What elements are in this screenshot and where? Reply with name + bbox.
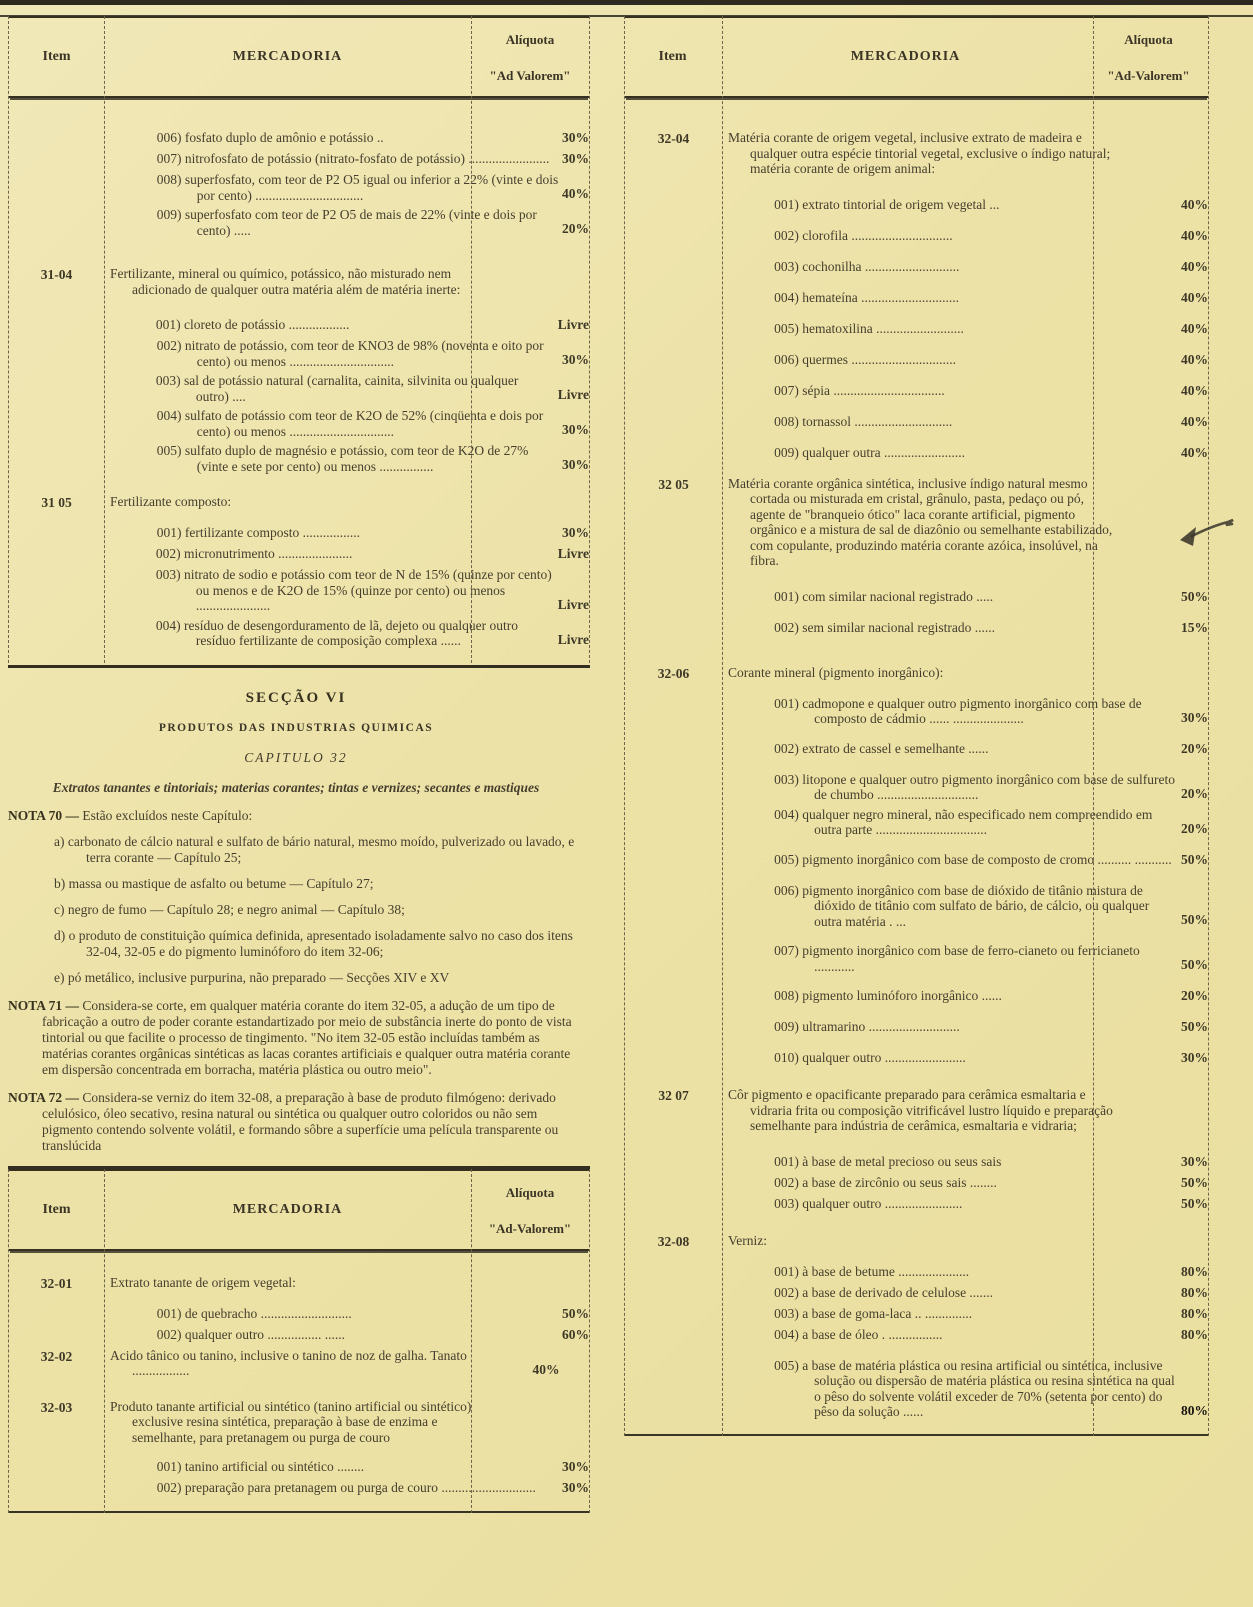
chapter-heading: CAPITULO 32 bbox=[244, 749, 348, 765]
column-divider bbox=[471, 1169, 472, 1514]
item-code bbox=[9, 338, 103, 369]
left-table-1 bbox=[8, 16, 590, 663]
mercadoria-text: 001) tanino artificial ou sintético ........ bbox=[156, 1459, 365, 1474]
header-aliquota-line2: "Ad-Valorem" bbox=[488, 1220, 572, 1236]
table-row bbox=[625, 352, 1208, 369]
item-code: 31 05 bbox=[41, 495, 72, 510]
mercadoria-text: 001) fertilizante composto ................. bbox=[156, 525, 360, 540]
aliquota-value: 80% bbox=[1181, 1305, 1208, 1321]
aliquota-value: 20% bbox=[1181, 785, 1208, 801]
aliquota-value: 80% bbox=[1181, 1402, 1208, 1418]
item-code bbox=[625, 1196, 720, 1213]
header-aliquota-line2: "Ad-Valorem" bbox=[1107, 68, 1190, 83]
mercadoria-text: 001) com similar nacional registrado ..... bbox=[774, 588, 994, 604]
table-row bbox=[625, 1196, 1208, 1213]
mercadoria-text: 010) qualquer outro ........................ bbox=[774, 1050, 966, 1065]
mercadoria-text: 001) à base de metal precioso ou seus sais bbox=[774, 1153, 1002, 1169]
aliquota-value bbox=[1125, 130, 1208, 177]
item-code bbox=[625, 620, 720, 637]
item-code bbox=[625, 1358, 720, 1420]
table-row bbox=[625, 1154, 1208, 1171]
item-code bbox=[625, 290, 720, 307]
item-code bbox=[9, 408, 103, 439]
table-row bbox=[9, 567, 589, 614]
aliquota-value: 50% bbox=[1181, 912, 1208, 927]
table-row bbox=[625, 1050, 1208, 1067]
item-code: 32-06 bbox=[657, 665, 690, 681]
note-paragraph: NOTA 70 — Estão excluídos neste Capítulo: bbox=[8, 807, 253, 823]
table-header bbox=[625, 16, 1208, 98]
item-code bbox=[625, 1050, 720, 1067]
aliquota-value: 40% bbox=[1181, 382, 1208, 398]
item-code bbox=[9, 525, 103, 542]
item-code bbox=[625, 383, 720, 400]
table-row bbox=[625, 741, 1208, 758]
item-code bbox=[625, 696, 720, 727]
mercadoria-text: 003) nitrato de sodio e potássio com teor de N de 15% (quinze por cento) ou menos e de K2O de 15% (quinze por cento) ou menos ...................... bbox=[155, 567, 552, 613]
table-row bbox=[9, 130, 589, 147]
mercadoria-text: 004) hemateína ............................. bbox=[774, 289, 959, 305]
item-code bbox=[625, 589, 720, 606]
mercadoria-text: 004) a base de óleo . ................ bbox=[774, 1326, 943, 1342]
mercadoria-text: 006) pigmento inorgânico com base de dióxido de titânio mistura de dióxido de titânio com sulfato de bário, de cálcio, ou qualquer outra matéria . ... bbox=[774, 882, 1150, 929]
aliquota-value: 30% bbox=[562, 1480, 589, 1495]
mercadoria-text: 001) cadmopone e qualquer outro pigmento inorgânico com base de composto de cádmio ...... ..................... bbox=[774, 695, 1142, 726]
item-code: 32-02 bbox=[40, 1348, 73, 1364]
table-row bbox=[625, 1285, 1208, 1302]
table-row bbox=[625, 228, 1208, 245]
header-aliquota bbox=[471, 1171, 589, 1249]
table-row bbox=[625, 807, 1208, 838]
header-item: Item bbox=[42, 1201, 71, 1217]
item-code: 32-04 bbox=[657, 131, 690, 146]
aliquota-value: 30% bbox=[562, 422, 589, 437]
column-divider bbox=[471, 16, 472, 663]
mercadoria-text: 003) sal de potássio natural (carnalita, cainita, silvinita ou qualquer outro) .... bbox=[155, 373, 519, 404]
mercadoria-text: 007) sépia ................................. bbox=[774, 382, 945, 398]
aliquota-value: 80% bbox=[1181, 1284, 1208, 1300]
table-row bbox=[625, 1019, 1208, 1036]
item-code: 32-01 bbox=[40, 1275, 73, 1291]
mercadoria-text: 001) cloreto de potássio .................. bbox=[155, 317, 350, 332]
chapter-notes bbox=[8, 808, 584, 1154]
aliquota-value: 50% bbox=[1181, 957, 1208, 972]
aliquota-value: 20% bbox=[1181, 740, 1208, 756]
aliquota-value: 30% bbox=[562, 457, 589, 472]
table-row bbox=[9, 172, 589, 203]
table-row bbox=[625, 943, 1208, 974]
mercadoria-text: 002) clorofila .............................. bbox=[774, 227, 953, 243]
item-code bbox=[9, 172, 103, 203]
mercadoria-text: 002) preparação para pretanagem ou purga de couro ............................ bbox=[156, 1480, 536, 1495]
mercadoria-text: 003) cochonilha ............................ bbox=[774, 258, 960, 274]
header-item: Item bbox=[42, 49, 71, 64]
table-row bbox=[9, 338, 589, 369]
item-code: 32 05 bbox=[658, 476, 689, 492]
pen-arrow-mark-icon bbox=[1176, 514, 1236, 556]
item-code: 32-08 bbox=[657, 1233, 690, 1249]
item-code bbox=[625, 988, 720, 1005]
mercadoria-text: 002) extrato de cassel e semelhante ...... bbox=[774, 740, 989, 756]
item-code: 32-03 bbox=[40, 1399, 73, 1415]
aliquota-value: 80% bbox=[1181, 1326, 1208, 1342]
left-table-2 bbox=[8, 1169, 590, 1514]
mercadoria-text: 008) tornassol ............................. bbox=[774, 413, 953, 429]
table-row bbox=[9, 1327, 589, 1344]
column-divider bbox=[104, 1169, 105, 1514]
header-aliquota-line2: "Ad Valorem" bbox=[489, 68, 571, 83]
table-row bbox=[9, 266, 589, 297]
item-code bbox=[625, 352, 720, 369]
mercadoria-text: Corante mineral (pigmento inorgânico): bbox=[728, 664, 944, 680]
table-row bbox=[625, 1264, 1208, 1281]
mercadoria-text: 009) ultramarino ........................... bbox=[774, 1019, 960, 1034]
aliquota-value: 30% bbox=[562, 525, 589, 540]
mercadoria-text: 002) nitrato de potássio, com teor de KNO3 de 98% (noventa e oito por cento) ou menos ............................... bbox=[156, 338, 544, 369]
item-code bbox=[9, 567, 102, 614]
aliquota-value: 40% bbox=[562, 186, 589, 201]
item-code bbox=[625, 1327, 720, 1344]
header-mercadoria: MERCADORIA bbox=[232, 49, 343, 64]
table-row bbox=[625, 665, 1208, 682]
aliquota-value: 40% bbox=[1181, 320, 1208, 336]
item-code bbox=[625, 259, 720, 276]
mercadoria-text: 001) à base de betume ..................... bbox=[774, 1263, 970, 1279]
header-aliquota-line1: Alíquota bbox=[505, 1184, 555, 1200]
section-subheading: PRODUTOS DAS INDUSTRIAS QUIMICAS bbox=[158, 721, 434, 734]
table-row bbox=[625, 383, 1208, 400]
table-row bbox=[9, 1275, 589, 1292]
mercadoria-text: 005) hematoxilina .......................... bbox=[774, 320, 964, 336]
mercadoria-text: 009) superfosfato com teor de P2 O5 de mais de 22% (vinte e dois por cento) ..... bbox=[156, 207, 537, 238]
table-row bbox=[625, 414, 1208, 431]
table-row bbox=[625, 852, 1208, 869]
note-list-item: e) pó metálico, inclusive purpurina, não preparado — Secções XIV e XV bbox=[54, 969, 450, 985]
aliquota-value: 50% bbox=[1181, 1174, 1208, 1190]
header-mercadoria: MERCADORIA bbox=[850, 49, 961, 64]
aliquota-value: 40% bbox=[1181, 444, 1208, 460]
item-code bbox=[9, 1306, 103, 1323]
right-column bbox=[624, 16, 1209, 1436]
table-header bbox=[9, 1169, 589, 1251]
item-code bbox=[625, 1264, 720, 1281]
aliquota-value: 40% bbox=[1181, 227, 1208, 243]
aliquota-value: 60% bbox=[562, 1326, 589, 1342]
header-mercadoria: MERCADORIA bbox=[232, 1201, 343, 1217]
aliquota-value bbox=[1125, 1233, 1208, 1250]
item-code bbox=[9, 317, 102, 334]
item-code bbox=[625, 852, 720, 869]
header-item: Item bbox=[658, 49, 687, 64]
item-code bbox=[625, 807, 720, 838]
table-row bbox=[9, 1348, 589, 1379]
mercadoria-text: 001) de quebracho ........................... bbox=[156, 1305, 352, 1321]
item-code bbox=[9, 1480, 103, 1497]
mercadoria-text: Côr pigmento e opacificante preparado para cerâmica esmaltaria e vidraria frita ou composição vitrificável lustro líquido e preparação semelhante para indústria de cerâmica, esmaltaria e vidraria; bbox=[728, 1087, 1113, 1133]
note-list-item: a) carbonato de cálcio natural e sulfato de bário natural, mesmo moído, pulverizado ou lavado, e terra corante — Capítulo 25; bbox=[54, 833, 575, 865]
table-row bbox=[625, 290, 1208, 307]
table-row bbox=[625, 1306, 1208, 1323]
aliquota-value: 30% bbox=[562, 151, 589, 166]
header-aliquota bbox=[471, 18, 589, 96]
note-paragraph: NOTA 71 — Considera-se corte, em qualquer matéria corante do item 32-05, a adução de um tipo de fabricação a outro de poder corante estandartizado por meio de substância inerte do ponto de vista tintorial ou que facilite o processo de tingimento. "No item 32-05 estão incluídas também as matérias corantes orgânicas sintéticas as lacas corantes artificiais e qualquer outra matéria corante em dispersão concentrada em borracha, matéria plástica ou outro meio". bbox=[8, 997, 572, 1077]
mercadoria-text: 008) pigmento luminóforo inorgânico ...... bbox=[774, 988, 1002, 1003]
mercadoria-text: 002) a base de zircônio ou seus sais ........ bbox=[774, 1174, 997, 1190]
mercadoria-text: 006) quermes ............................... bbox=[774, 351, 956, 367]
item-code bbox=[9, 618, 102, 649]
mercadoria-text: 002) micronutrimento ...................... bbox=[155, 546, 353, 561]
mercadoria-text: Fertilizante composto: bbox=[110, 494, 232, 509]
table-row bbox=[625, 321, 1208, 338]
item-code bbox=[625, 883, 720, 930]
mercadoria-text: Fertilizante, mineral ou químico, potássico, não misturado nem adicionado de qualquer outra matéria além de matéria inerte: bbox=[110, 266, 461, 297]
left-column bbox=[8, 16, 590, 1513]
aliquota-value bbox=[503, 1275, 589, 1292]
table-row bbox=[625, 259, 1208, 276]
item-code bbox=[625, 1019, 720, 1036]
aliquota-value: Livre bbox=[557, 631, 589, 647]
aliquota-value: 15% bbox=[1181, 619, 1208, 635]
item-code bbox=[625, 772, 720, 803]
item-code bbox=[9, 443, 103, 474]
aliquota-value: 30% bbox=[562, 130, 589, 145]
aliquota-value bbox=[1125, 1087, 1208, 1134]
header-aliquota-line1: Alíquota bbox=[505, 32, 555, 47]
table-row bbox=[625, 476, 1208, 569]
item-code bbox=[625, 228, 720, 245]
table-row bbox=[9, 373, 589, 404]
mercadoria-text: 004) resíduo de desengorduramento de lã, dejeto ou qualquer outro resíduo fertilizante de composição complexa ...... bbox=[155, 617, 519, 648]
table-row bbox=[625, 589, 1208, 606]
column-divider bbox=[104, 16, 105, 663]
mercadoria-text: Produto tanante artificial ou sintético (tanino artificial ou sintético) exclusive resina sintética, preparação à base de enzima e semelhante, para pretanagem ou purga de couro bbox=[110, 1398, 472, 1445]
table-row bbox=[9, 1480, 589, 1497]
aliquota-value: 50% bbox=[1181, 588, 1208, 604]
mercadoria-text: 004) sulfato de potássio com teor de K2O de 52% (cinqüenta e dois por cento) ou menos ............................... bbox=[156, 408, 544, 439]
table-row bbox=[625, 883, 1208, 930]
chapter-title: Extratos tanantes e tintoriais; materias corantes; tintas e vernizes; secantes e mastiques bbox=[52, 779, 540, 795]
item-code: 32 07 bbox=[658, 1088, 689, 1103]
aliquota-value: 20% bbox=[1181, 988, 1208, 1003]
mercadoria-text: 005) pigmento inorgânico com base de composto de cromo .......... ........... bbox=[774, 851, 1172, 867]
table-row bbox=[9, 1306, 589, 1323]
mercadoria-text: 008) superfosfato, com teor de P2 O5 igual ou inferior a 22% (vinte e dois por cento) ................................ bbox=[156, 172, 559, 203]
aliquota-value bbox=[503, 1399, 589, 1446]
mercadoria-text: Acido tânico ou tanino, inclusive o tanino de noz de galha. Tanato ................. bbox=[110, 1347, 467, 1378]
item-code bbox=[9, 546, 102, 563]
mercadoria-text: Verniz: bbox=[728, 1232, 767, 1248]
item-code bbox=[9, 1327, 103, 1344]
table-row bbox=[9, 317, 589, 334]
mercadoria-text: 006) fosfato duplo de amônio e potássio .. bbox=[156, 130, 384, 145]
aliquota-value: 50% bbox=[1181, 851, 1208, 867]
table-row bbox=[9, 546, 589, 563]
aliquota-value: 50% bbox=[562, 1305, 589, 1321]
item-code bbox=[625, 445, 720, 462]
aliquota-value: 20% bbox=[1181, 820, 1208, 836]
table-row bbox=[625, 772, 1208, 803]
note-list-item: c) negro de fumo — Capítulo 28; e negro animal — Capítulo 38; bbox=[54, 901, 405, 917]
table-row bbox=[9, 151, 589, 168]
table-row bbox=[9, 408, 589, 439]
mercadoria-text: 007) nitrofosfato de potássio (nitrato-fosfato de potássio) ........................ bbox=[156, 151, 550, 166]
chapter-section bbox=[8, 668, 590, 1164]
aliquota-value: 20% bbox=[562, 221, 589, 236]
table-row bbox=[625, 696, 1208, 727]
table-body bbox=[625, 98, 1208, 1436]
section-heading: SECÇÃO VI bbox=[245, 689, 347, 706]
table-body bbox=[9, 98, 589, 663]
aliquota-value bbox=[1125, 665, 1208, 682]
table-row bbox=[625, 1233, 1208, 1250]
mercadoria-text: 009) qualquer outra ........................ bbox=[774, 444, 965, 460]
aliquota-value bbox=[503, 266, 589, 297]
table-header bbox=[9, 16, 589, 98]
mercadoria-text: 003) a base de goma-laca .. .............. bbox=[774, 1305, 973, 1321]
aliquota-value: 40% bbox=[1181, 258, 1208, 274]
aliquota-value: 80% bbox=[1181, 1263, 1208, 1279]
note-label: NOTA 71 — bbox=[8, 997, 83, 1013]
table-row bbox=[9, 494, 589, 511]
mercadoria-text: 002) a base de derivado de celulose ....... bbox=[774, 1284, 994, 1300]
item-code: 31-04 bbox=[40, 267, 73, 282]
item-code bbox=[9, 207, 103, 238]
table-body bbox=[9, 1251, 589, 1514]
table-row bbox=[625, 1327, 1208, 1344]
mercadoria-text: 002) qualquer outro ................ ...... bbox=[156, 1326, 345, 1342]
aliquota-value: Livre bbox=[557, 546, 589, 561]
table-row bbox=[9, 618, 589, 649]
mercadoria-text: 003) qualquer outro ....................... bbox=[774, 1195, 963, 1211]
mercadoria-text: 002) sem similar nacional registrado ...... bbox=[774, 619, 995, 635]
aliquota-value: 40% bbox=[532, 1361, 560, 1377]
aliquota-value: 40% bbox=[1181, 413, 1208, 429]
column-divider bbox=[722, 16, 723, 1436]
aliquota-value bbox=[503, 494, 589, 511]
aliquota-value: 30% bbox=[1181, 1153, 1208, 1169]
header-aliquota-line1: Alíquota bbox=[1124, 32, 1173, 47]
mercadoria-text: 003) litopone e qualquer outro pigmento inorgânico com base de sulfureto de chumbo .............................. bbox=[774, 771, 1176, 802]
aliquota-value: Livre bbox=[557, 387, 589, 402]
item-code bbox=[9, 1459, 103, 1476]
aliquota-value: Livre bbox=[557, 317, 589, 332]
table-row bbox=[625, 1358, 1208, 1420]
mercadoria-text: 004) qualquer negro mineral, não especificado nem compreendido em outra parte ................................. bbox=[774, 806, 1153, 837]
mercadoria-text: 007) pigmento inorgânico com base de ferro-cianeto ou ferricianeto ............ bbox=[774, 943, 1140, 974]
aliquota-value: 30% bbox=[562, 352, 589, 367]
item-code bbox=[625, 1175, 720, 1192]
item-code bbox=[625, 1306, 720, 1323]
aliquota-value: 40% bbox=[1181, 289, 1208, 305]
aliquota-value: Livre bbox=[557, 596, 589, 612]
table-row bbox=[9, 207, 589, 238]
table-row bbox=[9, 1399, 589, 1446]
table-row bbox=[625, 988, 1208, 1005]
aliquota-value: 30% bbox=[1181, 1050, 1208, 1065]
aliquota-value: 30% bbox=[1181, 709, 1208, 725]
table-row bbox=[625, 445, 1208, 462]
table-row bbox=[9, 1459, 589, 1476]
table-row bbox=[9, 525, 589, 542]
item-code bbox=[625, 321, 720, 338]
aliquota-value: 40% bbox=[1181, 196, 1208, 212]
page-top-rule bbox=[0, 0, 1253, 17]
item-code bbox=[625, 741, 720, 758]
mercadoria-text: Matéria corante orgânica sintética, inclusive índigo natural mesmo cortada ou misturada em cristal, grânulo, pasta, pedaço ou pó, agente de "branqueio ótico" laca corante artificial, pigmento orgânico e a mistura de sal de diazônio ou semelhante estabilizado, com copulante, produzindo matéria corante azóica, insolúvel, na fibra. bbox=[728, 475, 1113, 568]
note-paragraph: NOTA 72 — Considera-se verniz do item 32-08, a preparação à base de produto filmógeno: derivado celulósico, óleo secativo, resina natural ou sintética ou qualquer outro coloridos ou não sem pigmento contendo solvente volátil, e formando sôbre a superfície uma película transparente ou translúcida bbox=[8, 1089, 559, 1153]
item-code bbox=[625, 414, 720, 431]
aliquota-value: 40% bbox=[1181, 351, 1208, 367]
mercadoria-text: 005) sulfato duplo de magnésio e potássio, com teor de K2O de 27% (vinte e sete por cento) ou menos ................ bbox=[156, 443, 529, 474]
item-code bbox=[625, 1154, 720, 1171]
item-code bbox=[9, 373, 102, 404]
right-table bbox=[624, 16, 1209, 1436]
aliquota-value: 30% bbox=[562, 1459, 589, 1474]
table-row bbox=[625, 130, 1208, 177]
mercadoria-text: 005) a base de matéria plástica ou resina artificial ou sintética, inclusive solução ou dispersão de matéria plástica ou resina sintética na qual o pêso do solvente volátil exceder de 70% (setenta por cento) do pêso da solução ...... bbox=[774, 1357, 1175, 1419]
header-aliquota bbox=[1091, 18, 1206, 96]
aliquota-value: 50% bbox=[1181, 1195, 1208, 1211]
table-row bbox=[625, 1175, 1208, 1192]
note-list-item: d) o produto de constituição química definida, apresentado isoladamente salvo no caso dos itens 32-04, 32-05 e do pigmento luminóforo do item 32-06; bbox=[54, 927, 573, 959]
mercadoria-text: Extrato tanante de origem vegetal: bbox=[110, 1274, 296, 1290]
item-code bbox=[9, 130, 103, 147]
note-label: NOTA 70 — bbox=[8, 807, 83, 823]
table-row bbox=[625, 620, 1208, 637]
item-code bbox=[625, 197, 720, 214]
table-row bbox=[625, 197, 1208, 214]
note-label: NOTA 72 — bbox=[8, 1089, 83, 1105]
item-code bbox=[625, 1285, 720, 1302]
mercadoria-text: Matéria corante de origem vegetal, inclusive extrato de madeira e qualquer outra espécie tintorial vegetal, exclusive o índigo natural; matéria corante de origem animal: bbox=[728, 130, 1111, 176]
item-code bbox=[9, 151, 103, 168]
table-row bbox=[625, 1087, 1208, 1134]
mercadoria-text: 001) extrato tintorial de origem vegetal ... bbox=[774, 196, 1000, 212]
column-divider bbox=[1093, 16, 1094, 1436]
note-list-item: b) massa ou mastique de asfalto ou betume — Capítulo 27; bbox=[54, 875, 374, 891]
item-code bbox=[625, 943, 720, 974]
aliquota-value: 50% bbox=[1181, 1019, 1208, 1034]
table-row bbox=[9, 443, 589, 474]
